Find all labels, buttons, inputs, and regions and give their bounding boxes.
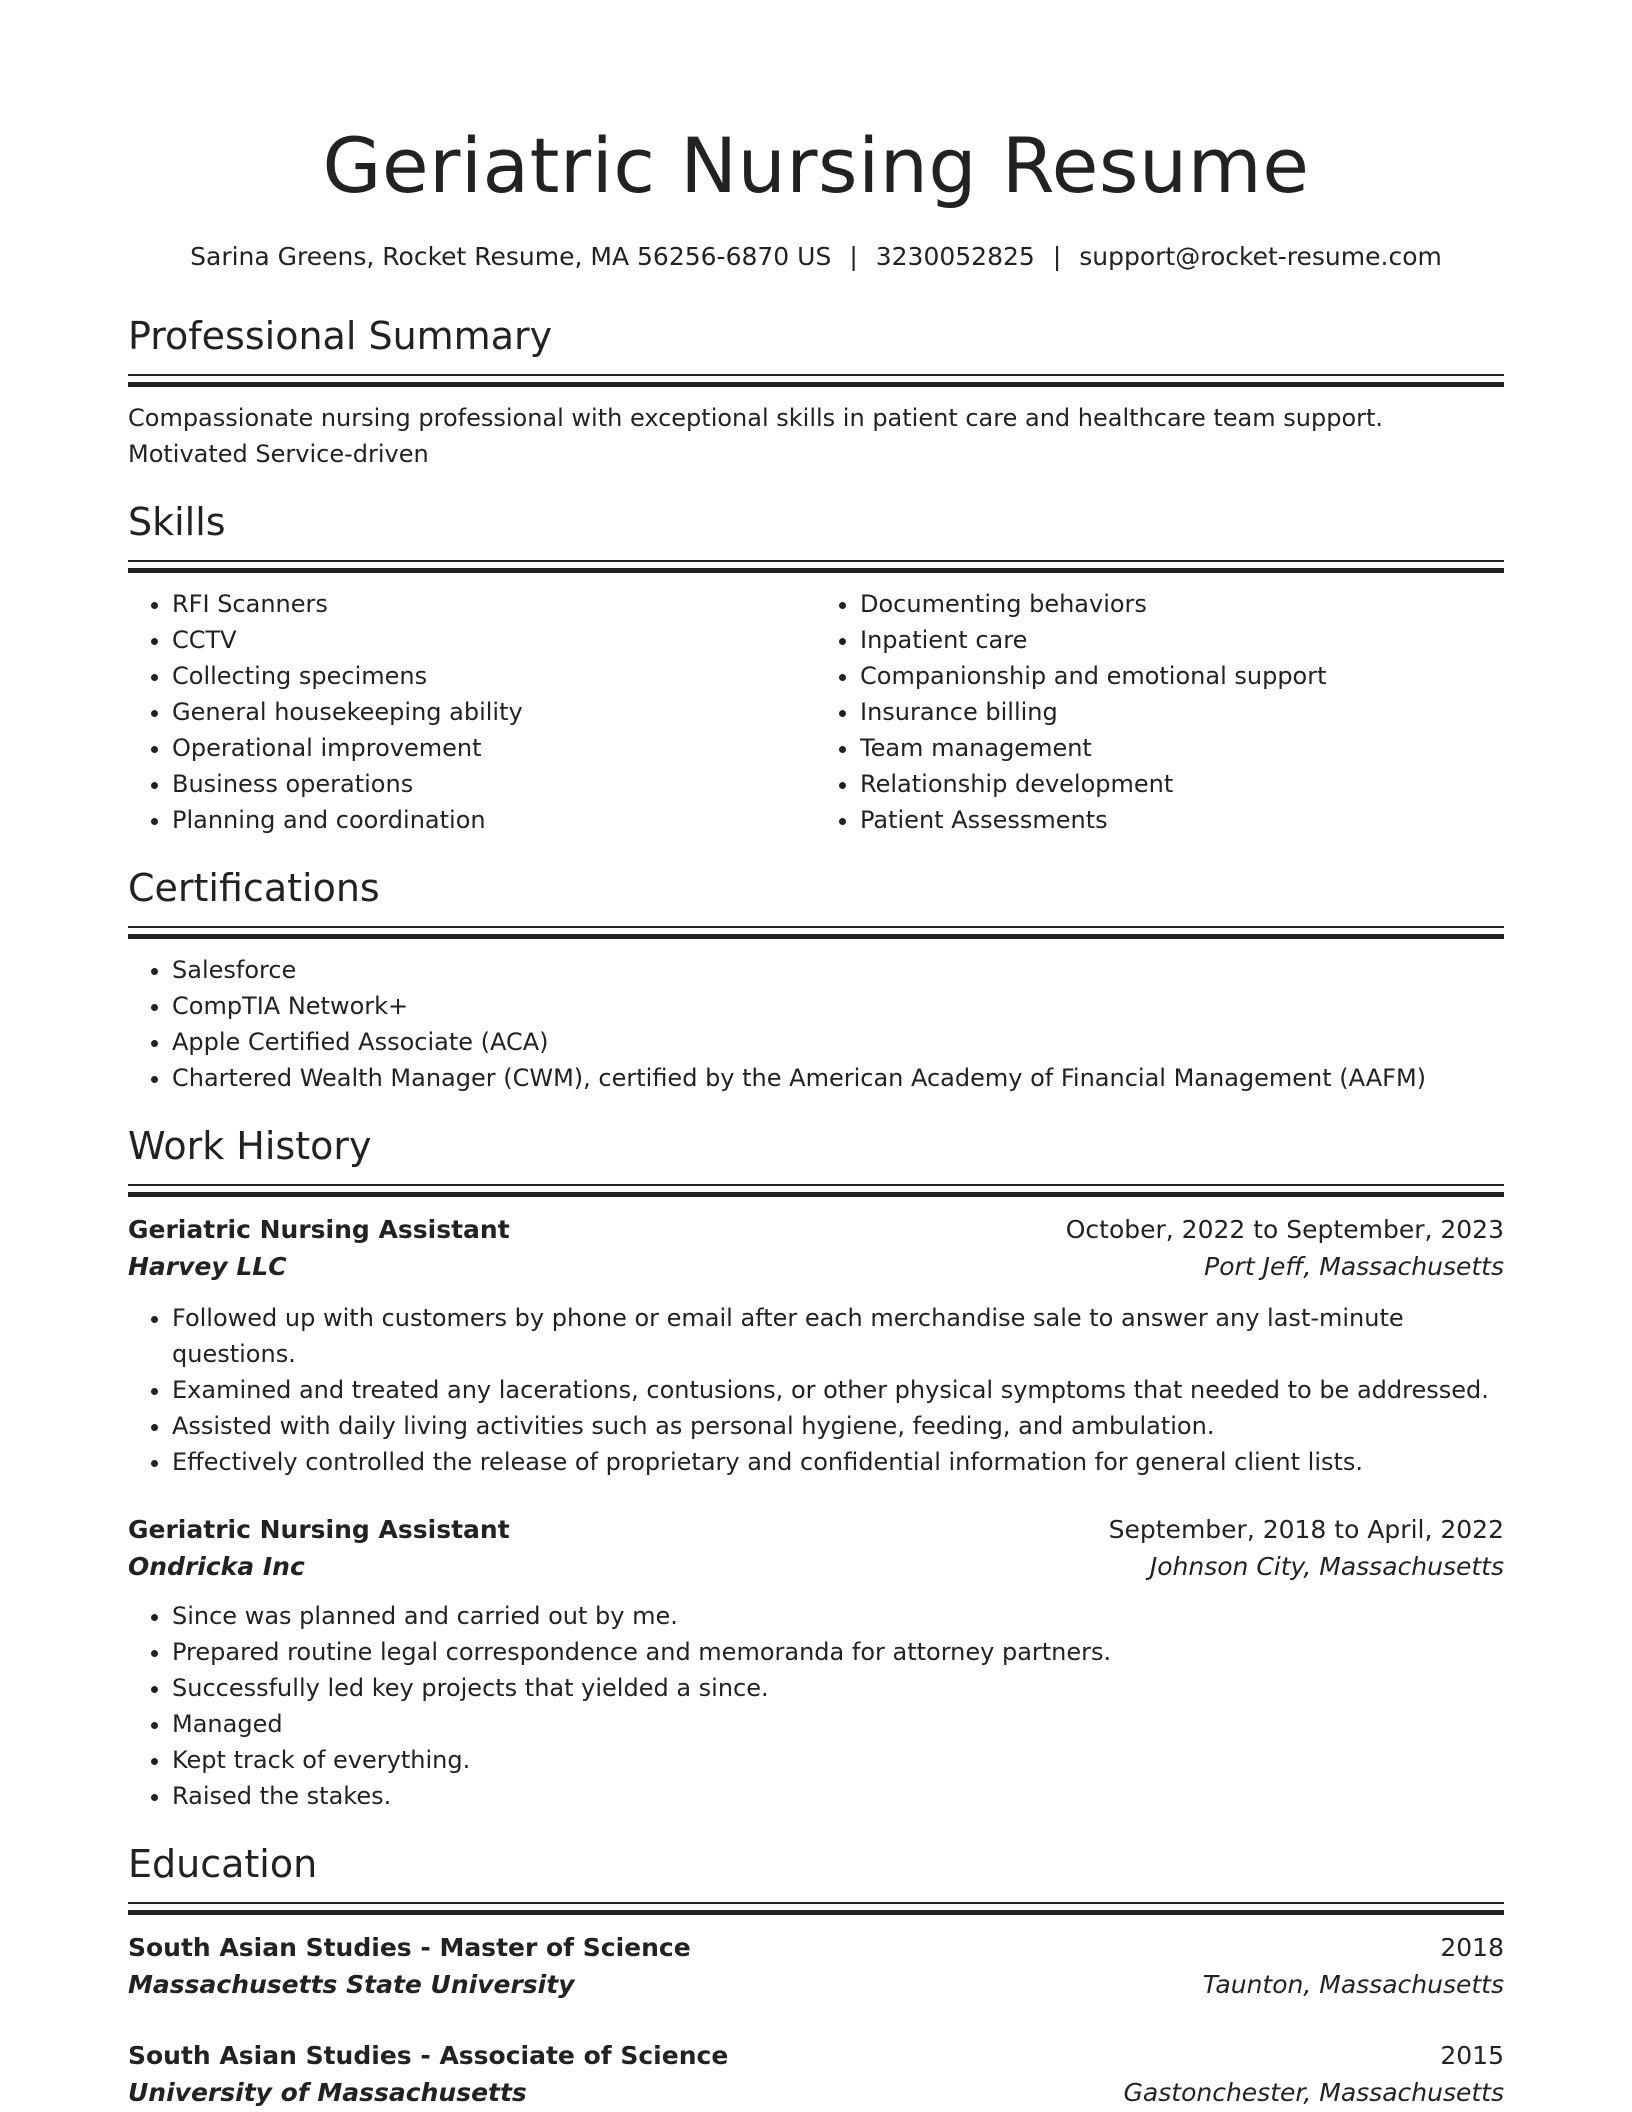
job-dates: September, 2018 to April, 2022: [1108, 1515, 1504, 1544]
education-degree: South Asian Studies - Master of Science: [128, 1933, 691, 1962]
skills-grid: [128, 586, 1504, 838]
education-heading: Education: [128, 1842, 318, 1886]
skill-item: • Patient Assessments: [860, 802, 1504, 838]
skill-item: • Planning and coordination: [172, 802, 816, 838]
skill-item: • General housekeeping ability: [172, 694, 816, 730]
job-location: Port Jeff, Massachusetts: [1204, 1252, 1504, 1281]
education-entry: [128, 2038, 1504, 2112]
job-duty: • Successfully led key projects that yielded a since.: [172, 1670, 1504, 1706]
certifications-section: [128, 864, 1504, 1096]
certification-item: • Salesforce: [172, 952, 1504, 988]
skill-item: • Inpatient care: [860, 622, 1504, 658]
job-title: Geriatric Nursing Assistant: [128, 1215, 510, 1244]
skill-item: • Companionship and emotional support: [860, 658, 1504, 694]
skill-item: • Operational improvement: [172, 730, 816, 766]
job-entry: [128, 1512, 1504, 1814]
education-school: Massachusetts State University: [128, 1970, 575, 1999]
education-header: [128, 1930, 1504, 1966]
skill-item: • Business operations: [172, 766, 816, 802]
certification-item: • CompTIA Network+: [172, 988, 1504, 1024]
education-subheader: [128, 1966, 1504, 2004]
skills-list-left: [128, 586, 816, 838]
job-entry: [128, 1212, 1504, 1480]
section-divider: [128, 926, 1504, 940]
job-location: Johnson City, Massachusetts: [1149, 1552, 1504, 1581]
section-divider: [128, 560, 1504, 574]
section-divider: [128, 374, 1504, 388]
skills-list-right: [816, 586, 1504, 838]
job-duties: [128, 1300, 1504, 1480]
education-subheader: [128, 2074, 1504, 2112]
education-header: [128, 2038, 1504, 2074]
job-duty: • Managed: [172, 1706, 1504, 1742]
education-entry: [128, 1930, 1504, 2004]
contact-phone: 3230052825: [875, 242, 1035, 271]
job-header: [128, 1512, 1504, 1548]
education-year: 2015: [1440, 2041, 1504, 2070]
section-divider: [128, 1184, 1504, 1198]
skill-item: • RFI Scanners: [172, 586, 816, 622]
contact-line: [128, 240, 1504, 274]
education-school: University of Massachusetts: [128, 2078, 527, 2107]
education-section: [128, 1840, 1504, 2112]
education-degree: South Asian Studies - Associate of Science: [128, 2041, 729, 2070]
education-location: Gastonchester, Massachusetts: [1123, 2078, 1504, 2107]
job-title: Geriatric Nursing Assistant: [128, 1515, 510, 1544]
contact-email: support@rocket-resume.com: [1079, 242, 1442, 271]
job-duty: • Kept track of everything.: [172, 1742, 1504, 1778]
page-title: Geriatric Nursing Resume: [322, 121, 1310, 210]
skills-section: [128, 498, 1504, 838]
work-history-heading: Work History: [128, 1124, 372, 1168]
job-company: Ondricka Inc: [128, 1552, 305, 1581]
education-year: 2018: [1440, 1933, 1504, 1962]
skill-item: • Documenting behaviors: [860, 586, 1504, 622]
contact-separator: |: [1052, 242, 1062, 271]
skills-heading: Skills: [128, 500, 226, 544]
job-duty: • Since was planned and carried out by me.: [172, 1598, 1504, 1634]
summary-heading: Professional Summary: [128, 314, 553, 358]
education-location: Taunton, Massachusetts: [1202, 1970, 1504, 1999]
certification-item: • Chartered Wealth Manager (CWM), certified by the American Academy of Financial Management (AAFM): [172, 1060, 1504, 1096]
job-duty: • Raised the stakes.: [172, 1778, 1504, 1814]
certification-item: • Apple Certified Associate (ACA): [172, 1024, 1504, 1060]
skill-item: • Team management: [860, 730, 1504, 766]
job-duty: • Prepared routine legal correspondence and memoranda for attorney partners.: [172, 1634, 1504, 1670]
skill-item: • Insurance billing: [860, 694, 1504, 730]
job-company: Harvey LLC: [128, 1252, 287, 1281]
summary-text: Compassionate nursing professional with exceptional skills in patient care and healthcare team support. Motivated Service-driven: [128, 404, 1384, 468]
job-subheader: [128, 1248, 1504, 1286]
summary-section: [128, 312, 1504, 472]
section-divider: [128, 1902, 1504, 1916]
job-duty: • Followed up with customers by phone or email after each merchandise sale to answer any last-minute questions.: [172, 1300, 1504, 1372]
job-duty: • Assisted with daily living activities such as personal hygiene, feeding, and ambulation.: [172, 1408, 1504, 1444]
job-duties: [128, 1598, 1504, 1814]
contact-address: Sarina Greens, Rocket Resume, MA 56256-6870 US: [190, 242, 832, 271]
job-header: [128, 1212, 1504, 1248]
skill-item: • CCTV: [172, 622, 816, 658]
contact-separator: |: [849, 242, 858, 271]
certifications-heading: Certifications: [128, 866, 380, 910]
skill-item: • Collecting specimens: [172, 658, 816, 694]
certifications-list: [128, 952, 1504, 1096]
work-history-section: [128, 1122, 1504, 1814]
job-dates: October, 2022 to September, 2023: [1065, 1215, 1504, 1244]
job-subheader: [128, 1548, 1504, 1586]
job-duty: • Examined and treated any lacerations, contusions, or other physical symptoms that needed to be addressed.: [172, 1372, 1504, 1408]
skill-item: • Relationship development: [860, 766, 1504, 802]
job-duty: • Effectively controlled the release of proprietary and confidential information for general client lists.: [172, 1444, 1504, 1480]
